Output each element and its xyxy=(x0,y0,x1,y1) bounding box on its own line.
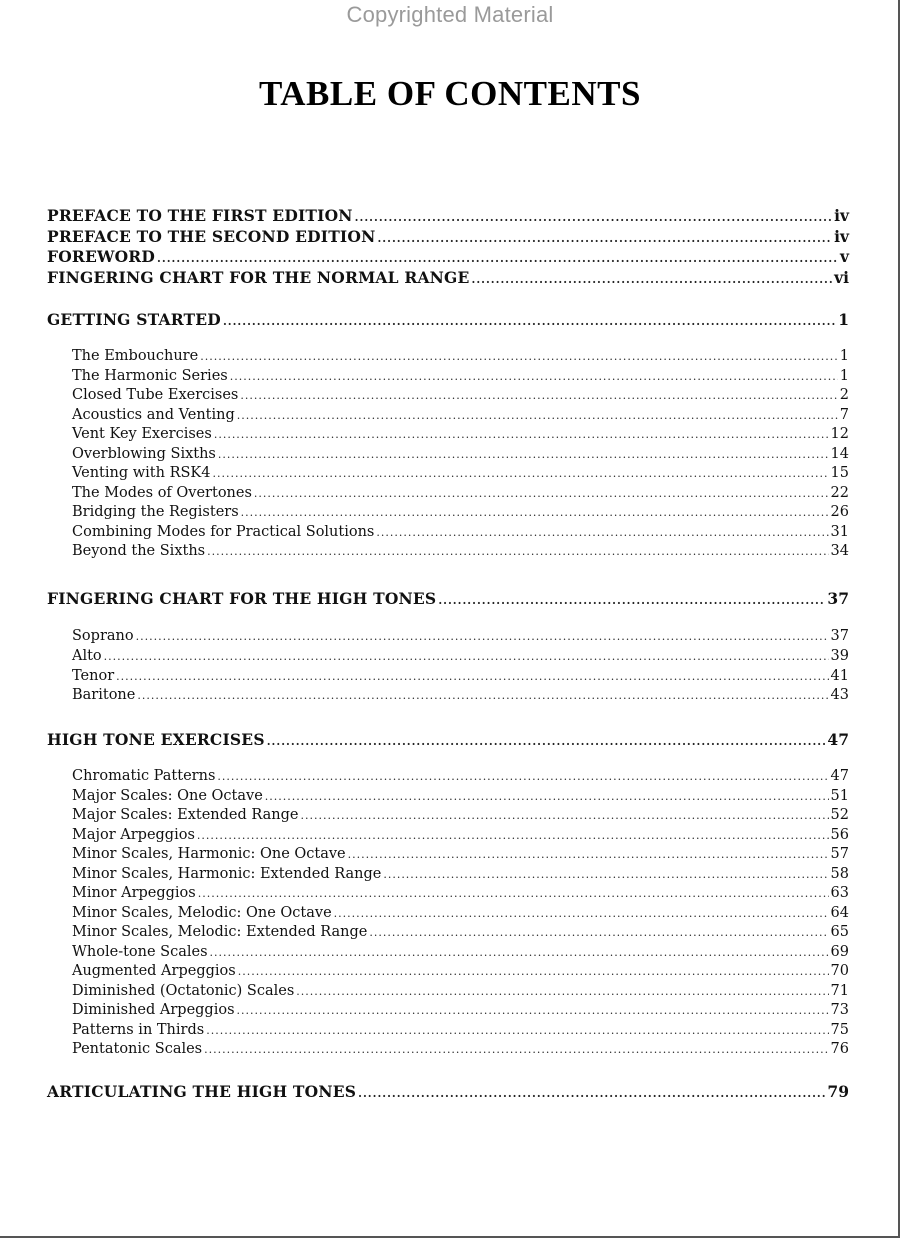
toc-entry-page: 65 xyxy=(830,924,849,940)
leader-dots xyxy=(348,848,829,861)
toc-subentry[interactable] xyxy=(72,905,849,924)
leader-dots xyxy=(438,594,825,607)
leader-dots xyxy=(254,487,829,500)
toc-entry-label: Closed Tube Exercises xyxy=(72,387,239,403)
toc-subentry[interactable] xyxy=(72,628,849,647)
toc-entry-page: 70 xyxy=(830,963,849,979)
toc-subentry[interactable] xyxy=(72,807,849,826)
toc-entry-foreword[interactable] xyxy=(47,247,849,266)
toc-subentry[interactable] xyxy=(72,1022,849,1041)
leader-dots xyxy=(218,448,829,461)
toc-subentry[interactable] xyxy=(72,885,849,904)
leader-dots xyxy=(241,506,829,519)
toc-entry-label: Minor Scales, Melodic: Extended Range xyxy=(72,924,368,940)
toc-entry-label: Soprano xyxy=(72,628,134,644)
toc-entry-articulating[interactable] xyxy=(47,1082,849,1101)
toc-entry-label: Overblowing Sixths xyxy=(72,446,216,462)
toc-entry-page: 31 xyxy=(830,524,849,540)
leader-dots xyxy=(355,211,832,224)
toc-entry-page: 52 xyxy=(830,807,849,823)
toc-entry-label: Acoustics and Venting xyxy=(72,407,235,423)
toc-entry-label: Chromatic Patterns xyxy=(72,768,216,784)
toc-entry-page: 47 xyxy=(830,768,849,784)
toc-entry-page: 76 xyxy=(830,1041,849,1057)
toc-entry-page: 26 xyxy=(830,504,849,520)
toc-entry-label: Beyond the Sixths xyxy=(72,543,206,559)
toc-entry-page: 34 xyxy=(830,543,849,559)
toc-entry-fingering-high[interactable] xyxy=(47,589,849,608)
toc-entry-page: 1 xyxy=(839,348,849,364)
leader-dots xyxy=(104,650,829,663)
toc-entry-page: iv xyxy=(834,206,849,225)
toc-entry-label: Bridging the Registers xyxy=(72,504,239,520)
toc-subentry[interactable] xyxy=(72,446,849,465)
toc-entry-label: Minor Arpeggios xyxy=(72,885,196,901)
toc-entry-page: 43 xyxy=(830,687,849,703)
toc-subentry[interactable] xyxy=(72,1041,849,1060)
toc-entry-label: Minor Scales, Harmonic: Extended Range xyxy=(72,866,382,882)
toc-entry-page: 1 xyxy=(838,310,849,329)
leader-dots xyxy=(376,526,828,539)
leader-dots xyxy=(334,907,829,920)
leader-dots xyxy=(157,252,838,265)
toc-subentry[interactable] xyxy=(72,846,849,865)
leader-dots xyxy=(300,809,828,822)
toc-entry-page: 39 xyxy=(830,648,849,664)
toc-subentry[interactable] xyxy=(72,983,849,1002)
toc-entry-label: Patterns in Thirds xyxy=(72,1022,205,1038)
toc-entry-label: Pentatonic Scales xyxy=(72,1041,203,1057)
page-title: TABLE OF CONTENTS xyxy=(259,74,641,113)
copyright-watermark: Copyrighted Material xyxy=(346,2,554,27)
toc-subentry[interactable] xyxy=(72,485,849,504)
toc-entry-page: 37 xyxy=(830,628,849,644)
toc-subentry[interactable] xyxy=(72,963,849,982)
toc-subentry[interactable] xyxy=(72,543,849,562)
toc-entry-page: 71 xyxy=(830,983,849,999)
leader-dots xyxy=(240,389,837,402)
leader-dots xyxy=(136,630,829,643)
toc-entry-page: 58 xyxy=(830,866,849,882)
toc-entry-fingering-normal[interactable] xyxy=(47,268,849,287)
toc-entry-label: Minor Scales, Harmonic: One Octave xyxy=(72,846,346,862)
leader-dots xyxy=(197,829,829,842)
toc-entry-page: 22 xyxy=(830,485,849,501)
leader-dots xyxy=(471,273,832,286)
toc-entry-label: Minor Scales, Melodic: One Octave xyxy=(72,905,332,921)
toc-subentry[interactable] xyxy=(72,387,849,406)
toc-subentry[interactable] xyxy=(72,668,849,687)
toc-entry-label: PREFACE TO THE FIRST EDITION xyxy=(47,206,353,225)
toc-entry-page: 56 xyxy=(830,827,849,843)
toc-entry-label: Major Scales: One Octave xyxy=(72,788,263,804)
toc-entry-label: FINGERING CHART FOR THE HIGH TONES xyxy=(47,589,437,608)
toc-subentry[interactable] xyxy=(72,944,849,963)
leader-dots xyxy=(267,735,826,748)
toc-entry-label: GETTING STARTED xyxy=(47,310,221,329)
leader-dots xyxy=(207,545,828,558)
toc-subentry[interactable] xyxy=(72,866,849,885)
toc-entry-page: 73 xyxy=(830,1002,849,1018)
toc-entry-label: FOREWORD xyxy=(47,247,156,266)
leader-dots xyxy=(265,790,829,803)
toc-entry-high-tone-exercises[interactable] xyxy=(47,730,849,749)
toc-entry-page: 37 xyxy=(827,589,849,608)
toc-subentry[interactable] xyxy=(72,348,849,367)
toc-entry-label: Whole-tone Scales xyxy=(72,944,208,960)
toc-entry-page: 63 xyxy=(830,885,849,901)
toc-entry-label: Vent Key Exercises xyxy=(72,426,212,442)
toc-entry-page: vi xyxy=(834,268,849,287)
leader-dots xyxy=(230,370,838,383)
toc-entry-label: Diminished (Octatonic) Scales xyxy=(72,983,295,999)
toc-subentry[interactable] xyxy=(72,1002,849,1021)
toc-subentry[interactable] xyxy=(72,368,849,387)
toc-entry-page: 51 xyxy=(830,788,849,804)
toc-entry-page: 69 xyxy=(830,944,849,960)
toc-entry-getting-started[interactable] xyxy=(47,310,849,329)
toc-entry-label: Major Arpeggios xyxy=(72,827,195,843)
toc-subentry[interactable] xyxy=(72,768,849,787)
toc-entry-label: HIGH TONE EXERCISES xyxy=(47,730,265,749)
leader-dots xyxy=(210,946,829,959)
leader-dots xyxy=(238,965,829,978)
leader-dots xyxy=(214,428,829,441)
toc-entry-label: The Embouchure xyxy=(72,348,199,364)
leader-dots xyxy=(198,887,829,900)
toc-subentry[interactable] xyxy=(72,687,849,706)
toc-entry-page: 14 xyxy=(830,446,849,462)
toc-entry-page: 1 xyxy=(839,368,849,384)
leader-dots xyxy=(200,350,838,363)
toc-entry-label: Diminished Arpeggios xyxy=(72,1002,235,1018)
toc-entry-preface-second[interactable] xyxy=(47,227,849,246)
toc-entry-page: 7 xyxy=(839,407,849,423)
leader-dots xyxy=(237,1004,829,1017)
toc-entry-page: 75 xyxy=(830,1022,849,1038)
toc-subentry[interactable] xyxy=(72,465,849,484)
leader-dots xyxy=(116,670,828,683)
toc-entry-page: iv xyxy=(834,227,849,246)
leader-dots xyxy=(377,232,832,245)
toc-subentry[interactable] xyxy=(72,924,849,943)
toc-entry-page: 79 xyxy=(827,1082,849,1101)
leader-dots xyxy=(213,467,829,480)
toc-subentry[interactable] xyxy=(72,524,849,543)
toc-entry-label: The Modes of Overtones xyxy=(72,485,252,501)
toc-entry-page: v xyxy=(839,247,849,266)
toc-subentry[interactable] xyxy=(72,788,849,807)
toc-entry-page: 41 xyxy=(830,668,849,684)
toc-subentry[interactable] xyxy=(72,426,849,445)
leader-dots xyxy=(137,689,828,702)
toc-subentry[interactable] xyxy=(72,504,849,523)
toc-entry-page: 2 xyxy=(839,387,849,403)
leader-dots xyxy=(237,409,838,422)
toc-entry-label: Baritone xyxy=(72,687,136,703)
toc-entry-page: 12 xyxy=(830,426,849,442)
toc-entry-page: 15 xyxy=(830,465,849,481)
leader-dots xyxy=(358,1087,825,1100)
toc-subentry[interactable] xyxy=(72,648,849,667)
toc-subentry[interactable] xyxy=(72,407,849,426)
toc-entry-label: Major Scales: Extended Range xyxy=(72,807,299,823)
leader-dots xyxy=(383,868,828,881)
toc-entry-label: Venting with RSK4 xyxy=(72,465,211,481)
toc-entry-label: PREFACE TO THE SECOND EDITION xyxy=(47,227,376,246)
toc-entry-label: Augmented Arpeggios xyxy=(72,963,236,979)
toc-entry-page: 47 xyxy=(827,730,849,749)
leader-dots xyxy=(296,985,828,998)
toc-entry-label: The Harmonic Series xyxy=(72,368,228,384)
toc-entry-label: Tenor xyxy=(72,668,115,684)
toc-entry-label: Combining Modes for Practical Solutions xyxy=(72,524,375,540)
toc-entry-page: 57 xyxy=(830,846,849,862)
leader-dots xyxy=(217,770,828,783)
toc-entry-preface-first[interactable] xyxy=(47,206,849,225)
leader-dots xyxy=(206,1024,828,1037)
toc-entry-label: Alto xyxy=(72,648,102,664)
toc-entry-page: 64 xyxy=(830,905,849,921)
toc-entry-label: ARTICULATING THE HIGH TONES xyxy=(47,1082,357,1101)
leader-dots xyxy=(369,926,828,939)
toc-entry-label: FINGERING CHART FOR THE NORMAL RANGE xyxy=(47,268,470,287)
toc-subentry[interactable] xyxy=(72,827,849,846)
leader-dots xyxy=(204,1043,828,1056)
leader-dots xyxy=(223,315,836,328)
